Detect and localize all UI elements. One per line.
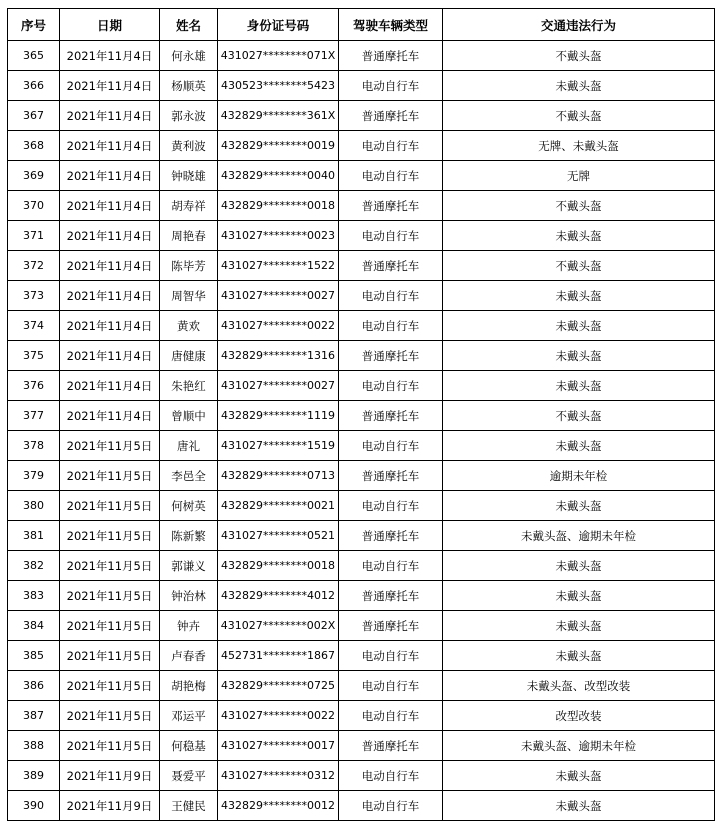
cell-vehicle-type: 普通摩托车 bbox=[339, 251, 443, 281]
cell-name: 王健民 bbox=[160, 791, 218, 821]
cell-date: 2021年11月5日 bbox=[60, 731, 160, 761]
cell-name: 胡寿祥 bbox=[160, 191, 218, 221]
cell-name: 朱艳红 bbox=[160, 371, 218, 401]
cell-serial: 389 bbox=[8, 761, 60, 791]
cell-name: 钟治林 bbox=[160, 581, 218, 611]
cell-date: 2021年11月5日 bbox=[60, 581, 160, 611]
cell-serial: 386 bbox=[8, 671, 60, 701]
cell-violation: 未戴头盔 bbox=[443, 311, 715, 341]
cell-date: 2021年11月4日 bbox=[60, 341, 160, 371]
cell-serial: 384 bbox=[8, 611, 60, 641]
cell-serial: 387 bbox=[8, 701, 60, 731]
cell-violation: 不戴头盔 bbox=[443, 251, 715, 281]
header-vehicle-type: 驾驶车辆类型 bbox=[339, 9, 443, 41]
table-row bbox=[8, 431, 715, 461]
cell-vehicle-type: 普通摩托车 bbox=[339, 611, 443, 641]
cell-serial: 376 bbox=[8, 371, 60, 401]
cell-date: 2021年11月4日 bbox=[60, 221, 160, 251]
cell-date: 2021年11月5日 bbox=[60, 491, 160, 521]
cell-serial: 390 bbox=[8, 791, 60, 821]
table-row bbox=[8, 731, 715, 761]
cell-id-number: 432829********0012 bbox=[218, 791, 339, 821]
cell-date: 2021年11月5日 bbox=[60, 611, 160, 641]
cell-name: 杨顺英 bbox=[160, 71, 218, 101]
cell-serial: 368 bbox=[8, 131, 60, 161]
table-row bbox=[8, 101, 715, 131]
cell-id-number: 430523********5423 bbox=[218, 71, 339, 101]
cell-date: 2021年11月4日 bbox=[60, 41, 160, 71]
cell-name: 钟晓雄 bbox=[160, 161, 218, 191]
cell-violation: 未戴头盔 bbox=[443, 791, 715, 821]
cell-name: 钟卉 bbox=[160, 611, 218, 641]
cell-date: 2021年11月4日 bbox=[60, 311, 160, 341]
cell-violation: 未戴头盔、逾期未年检 bbox=[443, 521, 715, 551]
cell-vehicle-type: 普通摩托车 bbox=[339, 521, 443, 551]
cell-serial: 381 bbox=[8, 521, 60, 551]
cell-violation: 未戴头盔 bbox=[443, 221, 715, 251]
cell-name: 何树英 bbox=[160, 491, 218, 521]
cell-name: 何永雄 bbox=[160, 41, 218, 71]
cell-serial: 377 bbox=[8, 401, 60, 431]
table-body bbox=[8, 41, 715, 821]
cell-serial: 388 bbox=[8, 731, 60, 761]
table-row bbox=[8, 611, 715, 641]
cell-violation: 未戴头盔 bbox=[443, 761, 715, 791]
cell-violation: 未戴头盔 bbox=[443, 281, 715, 311]
cell-id-number: 432829********0713 bbox=[218, 461, 339, 491]
cell-name: 曾顺中 bbox=[160, 401, 218, 431]
cell-name: 郭永波 bbox=[160, 101, 218, 131]
cell-vehicle-type: 电动自行车 bbox=[339, 221, 443, 251]
cell-vehicle-type: 电动自行车 bbox=[339, 311, 443, 341]
cell-date: 2021年11月4日 bbox=[60, 281, 160, 311]
cell-serial: 382 bbox=[8, 551, 60, 581]
cell-violation: 未戴头盔 bbox=[443, 431, 715, 461]
cell-id-number: 432829********0019 bbox=[218, 131, 339, 161]
cell-date: 2021年11月5日 bbox=[60, 641, 160, 671]
cell-name: 黄欢 bbox=[160, 311, 218, 341]
cell-serial: 378 bbox=[8, 431, 60, 461]
cell-violation: 不戴头盔 bbox=[443, 41, 715, 71]
header-date: 日期 bbox=[60, 9, 160, 41]
cell-violation: 不戴头盔 bbox=[443, 101, 715, 131]
cell-vehicle-type: 电动自行车 bbox=[339, 671, 443, 701]
cell-name: 郭谦义 bbox=[160, 551, 218, 581]
cell-id-number: 431027********0022 bbox=[218, 701, 339, 731]
cell-violation: 无牌 bbox=[443, 161, 715, 191]
cell-serial: 373 bbox=[8, 281, 60, 311]
cell-id-number: 452731********1867 bbox=[218, 641, 339, 671]
cell-vehicle-type: 电动自行车 bbox=[339, 161, 443, 191]
header-row bbox=[8, 9, 715, 41]
table-row bbox=[8, 161, 715, 191]
cell-violation: 未戴头盔 bbox=[443, 551, 715, 581]
cell-name: 唐礼 bbox=[160, 431, 218, 461]
cell-violation: 未戴头盔 bbox=[443, 611, 715, 641]
cell-date: 2021年11月4日 bbox=[60, 251, 160, 281]
cell-name: 周艳春 bbox=[160, 221, 218, 251]
cell-name: 周智华 bbox=[160, 281, 218, 311]
table-row bbox=[8, 311, 715, 341]
cell-serial: 365 bbox=[8, 41, 60, 71]
cell-name: 李邑全 bbox=[160, 461, 218, 491]
cell-vehicle-type: 电动自行车 bbox=[339, 131, 443, 161]
cell-id-number: 431027********071X bbox=[218, 41, 339, 71]
cell-date: 2021年11月4日 bbox=[60, 401, 160, 431]
table-row bbox=[8, 371, 715, 401]
table-row bbox=[8, 641, 715, 671]
cell-serial: 372 bbox=[8, 251, 60, 281]
cell-serial: 374 bbox=[8, 311, 60, 341]
cell-id-number: 431027********0027 bbox=[218, 371, 339, 401]
cell-serial: 379 bbox=[8, 461, 60, 491]
cell-vehicle-type: 电动自行车 bbox=[339, 491, 443, 521]
cell-name: 卢春香 bbox=[160, 641, 218, 671]
cell-vehicle-type: 普通摩托车 bbox=[339, 401, 443, 431]
cell-id-number: 431027********002X bbox=[218, 611, 339, 641]
cell-serial: 370 bbox=[8, 191, 60, 221]
cell-violation: 未戴头盔 bbox=[443, 71, 715, 101]
cell-id-number: 431027********0023 bbox=[218, 221, 339, 251]
cell-date: 2021年11月4日 bbox=[60, 371, 160, 401]
cell-date: 2021年11月5日 bbox=[60, 521, 160, 551]
cell-date: 2021年11月4日 bbox=[60, 71, 160, 101]
cell-id-number: 432829********0725 bbox=[218, 671, 339, 701]
cell-vehicle-type: 电动自行车 bbox=[339, 761, 443, 791]
table-row bbox=[8, 791, 715, 821]
violation-table bbox=[7, 8, 715, 821]
cell-id-number: 431027********0022 bbox=[218, 311, 339, 341]
cell-name: 陈新繁 bbox=[160, 521, 218, 551]
cell-serial: 375 bbox=[8, 341, 60, 371]
cell-serial: 383 bbox=[8, 581, 60, 611]
cell-vehicle-type: 普通摩托车 bbox=[339, 731, 443, 761]
cell-violation: 未戴头盔 bbox=[443, 371, 715, 401]
cell-vehicle-type: 电动自行车 bbox=[339, 281, 443, 311]
cell-date: 2021年11月5日 bbox=[60, 551, 160, 581]
table-row bbox=[8, 341, 715, 371]
table-row bbox=[8, 131, 715, 161]
cell-date: 2021年11月5日 bbox=[60, 461, 160, 491]
cell-violation: 未戴头盔 bbox=[443, 491, 715, 521]
cell-vehicle-type: 普通摩托车 bbox=[339, 341, 443, 371]
cell-id-number: 431027********0521 bbox=[218, 521, 339, 551]
cell-id-number: 432829********0040 bbox=[218, 161, 339, 191]
cell-date: 2021年11月4日 bbox=[60, 161, 160, 191]
cell-vehicle-type: 普通摩托车 bbox=[339, 191, 443, 221]
cell-vehicle-type: 电动自行车 bbox=[339, 791, 443, 821]
cell-name: 唐健康 bbox=[160, 341, 218, 371]
cell-name: 何稳基 bbox=[160, 731, 218, 761]
cell-vehicle-type: 普通摩托车 bbox=[339, 461, 443, 491]
cell-vehicle-type: 电动自行车 bbox=[339, 371, 443, 401]
cell-id-number: 432829********361X bbox=[218, 101, 339, 131]
cell-date: 2021年11月4日 bbox=[60, 101, 160, 131]
cell-id-number: 432829********1316 bbox=[218, 341, 339, 371]
cell-violation: 逾期未年检 bbox=[443, 461, 715, 491]
cell-vehicle-type: 电动自行车 bbox=[339, 551, 443, 581]
table-row bbox=[8, 191, 715, 221]
cell-vehicle-type: 电动自行车 bbox=[339, 431, 443, 461]
cell-serial: 380 bbox=[8, 491, 60, 521]
header-violation: 交通违法行为 bbox=[443, 9, 715, 41]
cell-serial: 366 bbox=[8, 71, 60, 101]
table-row bbox=[8, 761, 715, 791]
cell-date: 2021年11月5日 bbox=[60, 671, 160, 701]
cell-serial: 371 bbox=[8, 221, 60, 251]
table-row bbox=[8, 401, 715, 431]
cell-date: 2021年11月4日 bbox=[60, 191, 160, 221]
cell-violation: 未戴头盔 bbox=[443, 341, 715, 371]
cell-id-number: 431027********1522 bbox=[218, 251, 339, 281]
cell-vehicle-type: 普通摩托车 bbox=[339, 41, 443, 71]
cell-id-number: 432829********0018 bbox=[218, 551, 339, 581]
cell-name: 胡艳梅 bbox=[160, 671, 218, 701]
table-row bbox=[8, 71, 715, 101]
cell-violation: 未戴头盔 bbox=[443, 581, 715, 611]
cell-id-number: 432829********1119 bbox=[218, 401, 339, 431]
cell-name: 邓运平 bbox=[160, 701, 218, 731]
cell-date: 2021年11月5日 bbox=[60, 431, 160, 461]
cell-id-number: 432829********0021 bbox=[218, 491, 339, 521]
cell-serial: 367 bbox=[8, 101, 60, 131]
header-name: 姓名 bbox=[160, 9, 218, 41]
cell-id-number: 432829********4012 bbox=[218, 581, 339, 611]
table-row bbox=[8, 491, 715, 521]
cell-violation: 未戴头盔 bbox=[443, 641, 715, 671]
cell-vehicle-type: 电动自行车 bbox=[339, 701, 443, 731]
cell-id-number: 431027********1519 bbox=[218, 431, 339, 461]
cell-vehicle-type: 电动自行车 bbox=[339, 641, 443, 671]
table-row bbox=[8, 251, 715, 281]
table-row bbox=[8, 701, 715, 731]
table-row bbox=[8, 521, 715, 551]
table-row bbox=[8, 41, 715, 71]
table-row bbox=[8, 221, 715, 251]
table-row bbox=[8, 281, 715, 311]
cell-name: 陈毕芳 bbox=[160, 251, 218, 281]
cell-violation: 不戴头盔 bbox=[443, 401, 715, 431]
cell-serial: 369 bbox=[8, 161, 60, 191]
header-id-number: 身份证号码 bbox=[218, 9, 339, 41]
table-row bbox=[8, 551, 715, 581]
header-serial: 序号 bbox=[8, 9, 60, 41]
cell-id-number: 431027********0027 bbox=[218, 281, 339, 311]
cell-date: 2021年11月9日 bbox=[60, 791, 160, 821]
cell-name: 聂爱平 bbox=[160, 761, 218, 791]
cell-violation: 未戴头盔、逾期未年检 bbox=[443, 731, 715, 761]
cell-violation: 不戴头盔 bbox=[443, 191, 715, 221]
cell-violation: 改型改装 bbox=[443, 701, 715, 731]
cell-id-number: 431027********0017 bbox=[218, 731, 339, 761]
cell-vehicle-type: 普通摩托车 bbox=[339, 581, 443, 611]
cell-date: 2021年11月9日 bbox=[60, 761, 160, 791]
cell-vehicle-type: 电动自行车 bbox=[339, 71, 443, 101]
cell-id-number: 431027********0312 bbox=[218, 761, 339, 791]
cell-date: 2021年11月4日 bbox=[60, 131, 160, 161]
cell-id-number: 432829********0018 bbox=[218, 191, 339, 221]
cell-serial: 385 bbox=[8, 641, 60, 671]
cell-violation: 无牌、未戴头盔 bbox=[443, 131, 715, 161]
cell-name: 黄利波 bbox=[160, 131, 218, 161]
table-row bbox=[8, 581, 715, 611]
cell-violation: 未戴头盔、改型改装 bbox=[443, 671, 715, 701]
cell-date: 2021年11月5日 bbox=[60, 701, 160, 731]
cell-vehicle-type: 普通摩托车 bbox=[339, 101, 443, 131]
table-row bbox=[8, 671, 715, 701]
table-row bbox=[8, 461, 715, 491]
